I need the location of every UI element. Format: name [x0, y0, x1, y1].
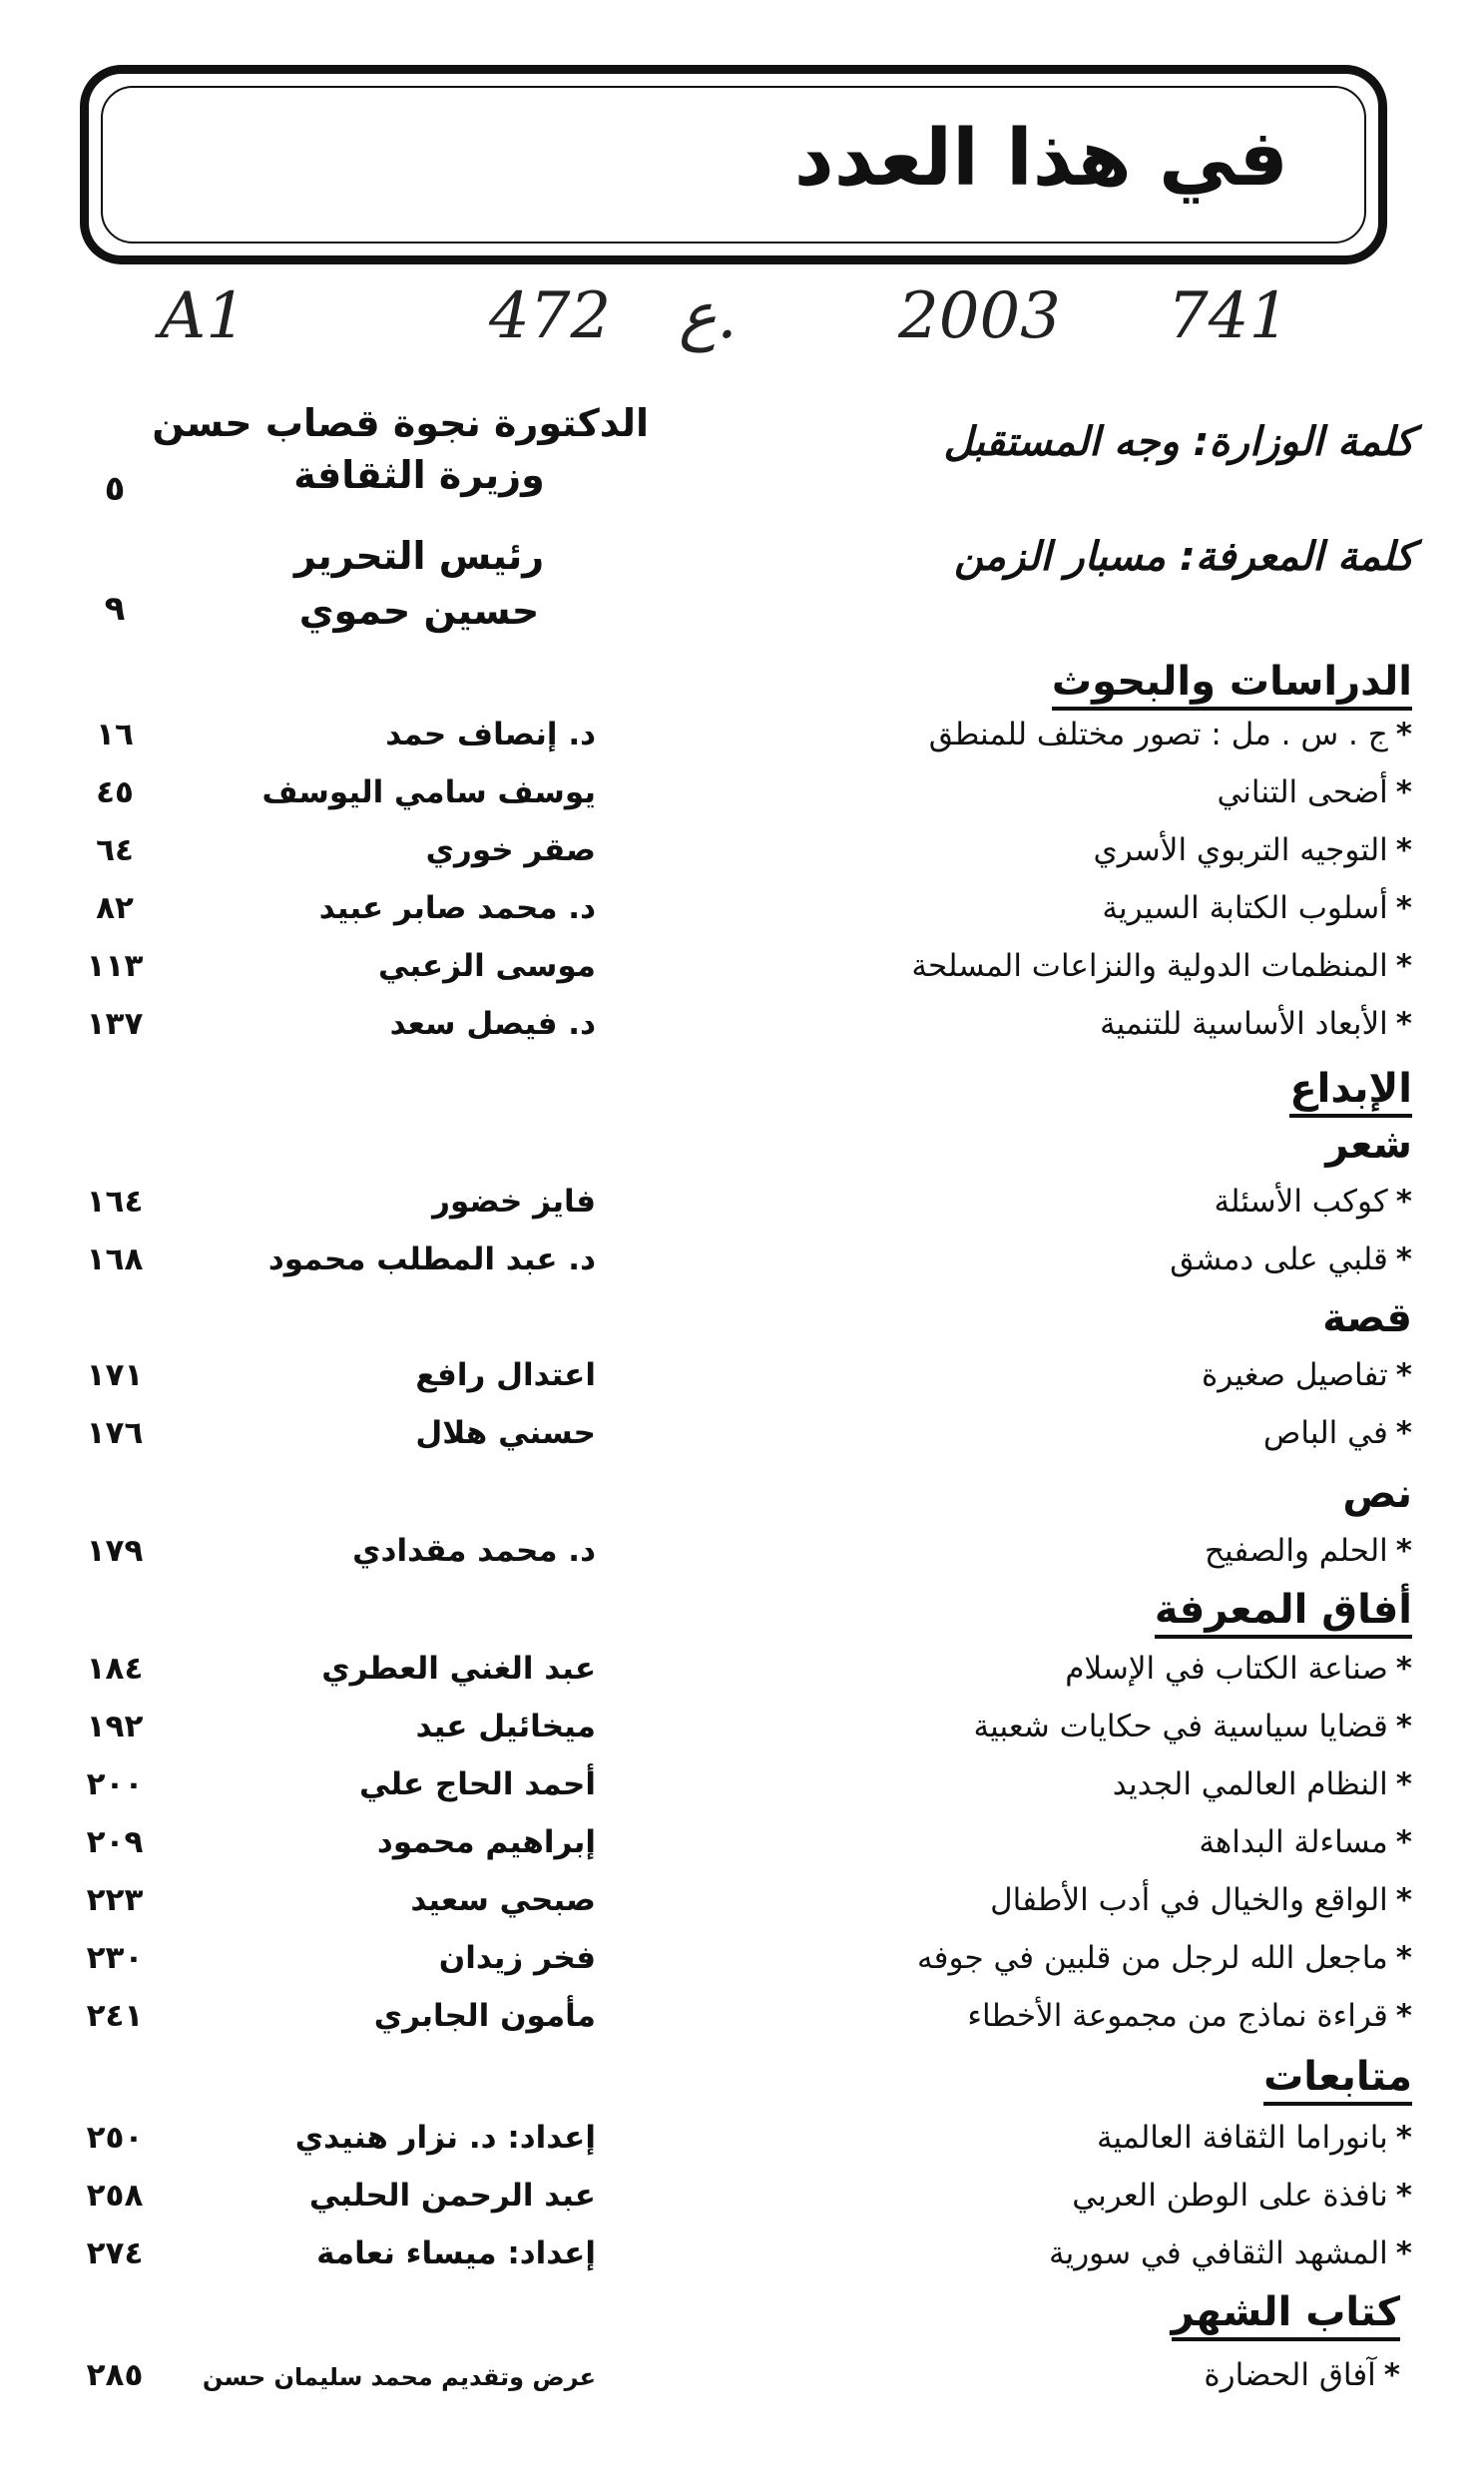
- minister-name: الدكتورة نجوة قصاب حسن: [152, 401, 649, 445]
- toc-title: *الأبعاد الأساسية للتنمية: [1099, 1006, 1412, 1042]
- toc-row: [0, 890, 1484, 946]
- toc-row: [0, 1357, 1484, 1413]
- toc-title: *الحلم والصفيح: [1205, 1533, 1412, 1569]
- toc-title: *آفاق الحضارة: [1204, 2357, 1400, 2393]
- toc-row: [0, 2235, 1484, 2291]
- toc-author: عبد الغني العطري: [321, 1651, 596, 1687]
- handwritten-code-e: 741: [1168, 279, 1290, 353]
- toc-page: ١٧١: [86, 1357, 144, 1393]
- toc-page: ٢٤١: [86, 1998, 144, 2034]
- bullet-icon: *: [1395, 1006, 1412, 1042]
- toc-title: *المشهد الثقافي في سورية: [1048, 2235, 1412, 2271]
- toc-row: [0, 2178, 1484, 2233]
- bullet-icon: *: [1395, 717, 1412, 752]
- toc-author: موسى الزعبي: [377, 948, 596, 984]
- toc-page: ٨٢: [96, 890, 134, 926]
- toc-row: [0, 2357, 1484, 2413]
- toc-author: يوسف سامي اليوسف: [261, 774, 596, 810]
- toc-row: [0, 1766, 1484, 1822]
- toc-page: ١٩٢: [86, 1709, 144, 1744]
- toc-page: ٢٨٥: [86, 2357, 144, 2393]
- toc-author: فخر زيدان: [438, 1940, 596, 1976]
- section-book: كتاب الشهر: [1172, 2289, 1400, 2341]
- toc-author: صبحي سعيد: [410, 1882, 596, 1918]
- toc-title: *قضايا سياسية في حكايات شعبية: [973, 1709, 1412, 1744]
- handwritten-year: 2003: [898, 279, 1061, 353]
- bullet-icon: *: [1395, 774, 1412, 810]
- toc-title: *قراءة نماذج من مجموعة الأخطاء: [967, 1998, 1412, 2034]
- toc-author: فايز خضور: [432, 1184, 596, 1220]
- toc-title: *أضحى التناني: [1217, 774, 1412, 810]
- toc-title: *التوجيه التربوي الأسري: [1093, 832, 1412, 868]
- bullet-icon: *: [1395, 832, 1412, 868]
- bullet-icon: *: [1395, 1998, 1412, 2034]
- toc-page: ٢٣٠: [86, 1940, 144, 1976]
- toc-author: مأمون الجابري: [373, 1998, 596, 2034]
- toc-page: ١٧٦: [86, 1415, 144, 1451]
- toc-author: حسني هلال: [415, 1415, 596, 1451]
- bullet-icon: *: [1395, 2235, 1412, 2271]
- toc-page: ١٧٩: [86, 1533, 144, 1569]
- minister-title: وزيرة الثقافة: [293, 453, 545, 497]
- section-horizons: أفاق المعرفة: [1155, 1587, 1412, 1639]
- toc-title: *مساءلة البداهة: [1199, 1824, 1412, 1860]
- bullet-icon: *: [1383, 2357, 1400, 2393]
- toc-row: [0, 1882, 1484, 1938]
- toc-author: ميخائيل عيد: [415, 1709, 596, 1744]
- toc-author: د. محمد صابر عبيد: [318, 890, 596, 926]
- editor-name: حسين حموي: [298, 589, 540, 633]
- bullet-icon: *: [1395, 1709, 1412, 1744]
- bullet-icon: *: [1395, 1241, 1412, 1277]
- toc-page: ١٣٧: [86, 1006, 144, 1042]
- section-creativity: الإبداع: [1289, 1066, 1412, 1118]
- toc-author: عرض وتقديم محمد سليمان حسن: [202, 2363, 596, 2391]
- header-frame: [80, 65, 1387, 264]
- toc-row: [0, 1940, 1484, 1996]
- toc-row: [0, 948, 1484, 1004]
- toc-row: [0, 1184, 1484, 1239]
- toc-author: إبراهيم محمود: [376, 1824, 596, 1860]
- bullet-icon: *: [1395, 1940, 1412, 1976]
- bullet-icon: *: [1395, 1882, 1412, 1918]
- toc-page: ٤٥: [96, 774, 134, 810]
- subsection-poetry: شعر: [1325, 1122, 1412, 1168]
- toc-title: *ج . س . مل : تصور مختلف للمنطق: [928, 717, 1412, 752]
- toc-title: *الواقع والخيال في أدب الأطفال: [990, 1882, 1412, 1918]
- toc-row: [0, 1998, 1484, 2054]
- bullet-icon: *: [1395, 948, 1412, 984]
- toc-row: [0, 832, 1484, 888]
- toc-author: أحمد الحاج علي: [358, 1766, 596, 1802]
- toc-page: ١١٣: [86, 948, 144, 984]
- bullet-icon: *: [1395, 1184, 1412, 1220]
- bullet-icon: *: [1395, 1357, 1412, 1393]
- toc-row: [0, 2120, 1484, 2176]
- handwritten-code-c: ع.: [679, 279, 738, 353]
- toc-row: [0, 774, 1484, 830]
- bullet-icon: *: [1395, 1415, 1412, 1451]
- section-followups: متابعات: [1263, 2054, 1412, 2106]
- intro-knowledge-label: كلمة المعرفة: مسبار الزمن: [954, 534, 1414, 580]
- toc-title: *بانوراما الثقافة العالمية: [1096, 2120, 1412, 2156]
- toc-row: [0, 1709, 1484, 1764]
- toc-title: *كوكب الأسئلة: [1214, 1184, 1412, 1220]
- bullet-icon: *: [1395, 890, 1412, 926]
- toc-title: *ماجعل الله لرجل من قلبين في جوفه: [917, 1940, 1412, 1976]
- toc-page: ٢٢٣: [86, 1882, 144, 1918]
- page-number: ٩: [104, 589, 126, 629]
- toc-row: [0, 1415, 1484, 1471]
- toc-author: عبد الرحمن الحلبي: [308, 2178, 596, 2214]
- toc-page: ١٦: [96, 717, 134, 752]
- bullet-icon: *: [1395, 1533, 1412, 1569]
- toc-row: [0, 1651, 1484, 1707]
- toc-title: *المنظمات الدولية والنزاعات المسلحة: [911, 948, 1412, 984]
- toc-author: د. عبد المطلب محمود: [267, 1241, 596, 1277]
- intro-ministry-label: كلمة الوزارة: وجه المستقبل: [943, 419, 1414, 465]
- toc-title: *صناعة الكتاب في الإسلام: [1065, 1651, 1412, 1687]
- toc-author: د. محمد مقدادي: [352, 1533, 596, 1569]
- toc-author: إعداد: د. نزار هنيدي: [294, 2120, 596, 2156]
- editor-title: رئيس التحرير: [293, 534, 545, 578]
- section-studies: الدراسات والبحوث: [1052, 659, 1412, 711]
- toc-title: *تفاصيل صغيرة: [1202, 1357, 1412, 1393]
- toc-page: ١٦٨: [86, 1241, 144, 1277]
- toc-page: ٢٥٨: [86, 2178, 144, 2214]
- toc-row: [0, 1824, 1484, 1880]
- bullet-icon: *: [1395, 1824, 1412, 1860]
- toc-author: صقر خوري: [425, 832, 596, 868]
- toc-title: *نافذة على الوطن العربي: [1072, 2178, 1412, 2214]
- toc-row: [0, 1006, 1484, 1062]
- bullet-icon: *: [1395, 2120, 1412, 2156]
- toc-title: *النظام العالمي الجديد: [1112, 1766, 1412, 1802]
- bullet-icon: *: [1395, 1766, 1412, 1802]
- toc-author: إعداد: ميساء نعامة: [316, 2235, 596, 2271]
- toc-title: *قلبي على دمشق: [1170, 1241, 1412, 1277]
- toc-page: ١٦٤: [86, 1184, 144, 1220]
- subsection-story: قصة: [1322, 1295, 1412, 1341]
- toc-page: ٦٤: [96, 832, 134, 868]
- bullet-icon: *: [1395, 1651, 1412, 1687]
- toc-title: *أسلوب الكتابة السيرية: [1102, 890, 1412, 926]
- page-title: في هذا العدد: [793, 114, 1288, 204]
- bullet-icon: *: [1395, 2178, 1412, 2214]
- toc-title: *في الباص: [1262, 1415, 1412, 1451]
- toc-row: [0, 1241, 1484, 1297]
- toc-author: د. إنصاف حمد: [385, 717, 596, 752]
- toc-row: [0, 1533, 1484, 1589]
- subsection-text: نص: [1342, 1471, 1412, 1517]
- toc-page: ٢٥٠: [86, 2120, 144, 2156]
- handwritten-reference: [160, 279, 1357, 379]
- toc-page: ١٨٤: [86, 1651, 144, 1687]
- toc-page: ٢٠٩: [86, 1824, 144, 1860]
- handwritten-code-b: 472: [489, 279, 612, 353]
- toc-author: د. فيصل سعد: [389, 1006, 596, 1042]
- toc-author: اعتدال رافع: [415, 1357, 596, 1393]
- toc-row: [0, 717, 1484, 772]
- toc-page: ٢٠٠: [86, 1766, 144, 1802]
- page-number: ٥: [104, 469, 126, 509]
- toc-page: ٢٧٤: [86, 2235, 144, 2271]
- handwritten-code-a: A1: [160, 279, 247, 353]
